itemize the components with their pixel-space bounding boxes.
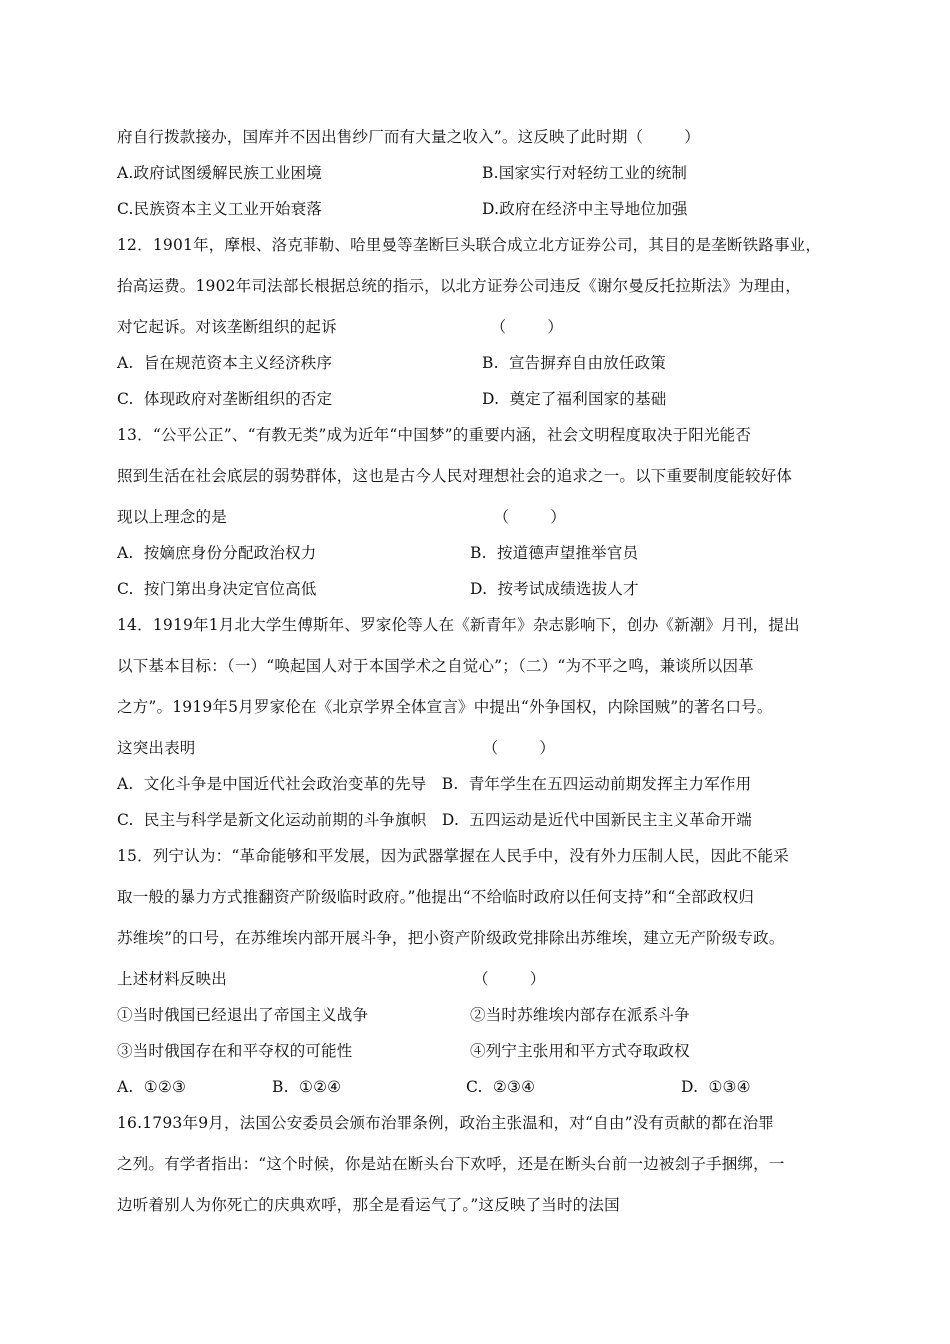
q12-option-a: A. 旨在规范资本主义经济秩序 <box>117 354 333 372</box>
q13-option-c: C. 按门第出身决定官位高低 <box>117 580 317 598</box>
q12-stem-line-1: 12．1901年，摩根、洛克菲勒、哈里曼等垄断巨头联合成立北方证券公司，其目的是垄断铁路事业， <box>117 236 822 254</box>
option-c: C.民族资本主义工业开始衰落 <box>117 200 323 218</box>
q13-option-d: D. 按考试成绩选拔人才 <box>470 580 639 598</box>
q15-stem-line-4: 上述材料反映出 （ ） <box>117 970 546 988</box>
q16-stem-line-2: 之列。有学者指出：“这个时候，你是站在断头台下欢呼，还是在断头台前一边被刽子手捆绑，一 <box>117 1155 785 1173</box>
q14-stem-line-4: 这突出表明 （ ） <box>117 739 556 757</box>
q14-options-cd: C. 民主与科学是新文化运动前期的斗争旗帜 D. 五四运动是近代中国新民主主义革命开端 <box>117 811 752 829</box>
q13-option-b: B. 按道德声望推举官员 <box>470 544 639 562</box>
option-d: D.政府在经济中主导地位加强 <box>482 200 688 218</box>
q15-option-b: B. ①②④ <box>272 1078 342 1096</box>
q12-option-d: D. 奠定了福利国家的基础 <box>482 390 667 408</box>
q16-stem-line-3: 边听着别人为你死亡的庆典欢呼，那全是看运气了。”这反映了当时的法国 <box>117 1196 620 1214</box>
option-b: B.国家实行对轻纺工业的统制 <box>482 164 688 182</box>
q14-stem-line-2: 以下基本目标：（一）“唤起国人对于本国学术之自觉心”；（二）“为不平之鸣，兼谈所以因革 <box>117 657 754 675</box>
q12-stem-line-2: 抬高运费。1902年司法部长根据总统的指示，以北方证券公司违反《谢尔曼反托拉斯法》为理由， <box>117 277 801 295</box>
q15-option-c: C. ②③④ <box>466 1078 536 1096</box>
option-a: A.政府试图缓解民族工业困境 <box>117 164 322 182</box>
q12-option-c: C. 体现政府对垄断组织的否定 <box>117 390 333 408</box>
q15-stem-line-2: 取一般的暴力方式推翻资产阶级临时政府。”他提出“不给临时政府以任何支持”和“全部政权归 <box>117 888 755 906</box>
q13-stem-line-2: 照到生活在社会底层的弱势群体，这也是古今人民对理想社会的追求之一。以下重要制度能较好体 <box>117 467 793 485</box>
question-text-line: 府自行拨款接办，国库并不因出售纱厂而有大量之收入”。这反映了此时期（ ） <box>117 128 700 146</box>
q15-statement-4: ④列宁主张用和平方式夺取政权 <box>470 1042 690 1060</box>
q15-statement-1: ①当时俄国已经退出了帝国主义战争 <box>117 1006 369 1024</box>
q15-statement-2: ②当时苏维埃内部存在派系斗争 <box>470 1006 690 1024</box>
q15-statement-3: ③当时俄国存在和平夺权的可能性 <box>117 1042 353 1060</box>
q15-option-d: D. ①③④ <box>681 1078 751 1096</box>
q15-option-a: A. ①②③ <box>117 1078 187 1096</box>
q14-stem-line-1: 14．1919年1月北大学生傅斯年、罗家伦等人在《新青年》杂志影响下，创办《新潮》月刊，提出 <box>117 616 800 634</box>
q13-option-a: A. 按嫡庶身份分配政治权力 <box>117 544 317 562</box>
q15-stem-line-1: 15．列宁认为：“革命能够和平发展，因为武器掌握在人民手中，没有外力压制人民，因此不能采 <box>117 847 789 865</box>
q15-stem-line-3: 苏维埃”的口号，在苏维埃内部开展斗争，把小资产阶级政党排除出苏维埃，建立无产阶级专政。 <box>117 929 785 947</box>
q16-stem-line-1: 16.1793年9月，法国公安委员会颁布治罪条例，政治主张温和，对“自由”没有贡献的都在治罪 <box>117 1114 775 1132</box>
q12-option-b: B. 宣告摒弃自由放任政策 <box>482 354 666 372</box>
q13-stem-line-1: 13．“公平公正”、“有教无类”成为近年“中国梦”的重要内涵，社会文明程度取决于阳光能否 <box>117 426 752 444</box>
q12-stem-line-3: 对它起诉。对该垄断组织的起诉 （ ） <box>117 318 564 336</box>
q14-stem-line-3: 之方”。1919年5月罗家伦在《北京学界全体宣言》中提出“外争国权，内除国贼”的著名口号。 <box>117 698 773 716</box>
q14-options-ab: A. 文化斗争是中国近代社会政治变革的先导 B. 青年学生在五四运动前期发挥主力军作用 <box>117 775 752 793</box>
q13-stem-line-3: 现以上理念的是 （ ） <box>117 508 566 526</box>
